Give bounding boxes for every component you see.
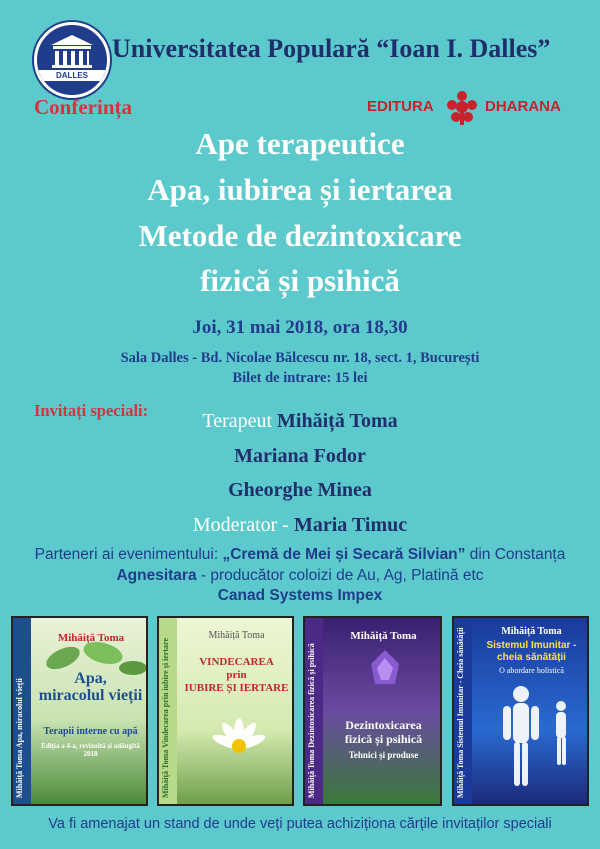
- partner-desc-2: - producător coloizi de Au, Ag, Platină etc: [196, 567, 484, 584]
- guest-4: [0, 514, 600, 537]
- guest-3: [0, 479, 600, 502]
- partner-name-2: Agnesitara: [116, 567, 197, 584]
- book-spine-text: Mihăiță Toma Vindecarea prin iubire și iertare: [161, 638, 170, 798]
- book-author: Mihăiță Toma: [350, 630, 417, 642]
- book-note: Ediția a 4-a, revizuită și adăugită 2018: [41, 742, 140, 758]
- guests-label: Invitați speciali:: [34, 401, 149, 420]
- guest-name: Maria Timuc: [293, 514, 408, 536]
- daisy-flower-illustration: [199, 716, 279, 776]
- book-author: Mihăiță Toma: [57, 632, 125, 644]
- book-spine-text: Mihăiță Toma Apa, miracolul vieții: [15, 678, 24, 798]
- book-subtitle: Tehnici și produse: [348, 750, 419, 760]
- book-cover-1: [11, 616, 148, 806]
- partners-line-1: [0, 546, 600, 564]
- book-title: VINDECAREA prin IUBIRE ȘI IERTARE: [184, 656, 289, 694]
- book-author: Mihăiță Toma: [208, 630, 265, 641]
- book-author: Mihăiță Toma: [501, 626, 562, 637]
- guest-1: [0, 410, 600, 433]
- book-subtitle: O abordare holistică: [499, 666, 564, 675]
- partners-line-3: [0, 587, 600, 605]
- book-cover-4: [452, 616, 589, 806]
- book-title: Dezintoxicarea fizică și psihică: [344, 718, 423, 746]
- dharana-emblem-icon: [445, 90, 479, 126]
- guest-name: Gheorghe Minea: [228, 479, 372, 501]
- human-silhouette-illustration: [489, 682, 579, 792]
- title-line-3: Metode de dezintoxicare: [138, 218, 462, 253]
- book-title: Apa, miracolul vieții: [38, 670, 143, 704]
- book-spine: [305, 618, 323, 804]
- guest-role: Moderator -: [192, 514, 294, 536]
- book-cover-3: [303, 616, 442, 806]
- book-spine: [454, 618, 472, 804]
- title-line-1: Ape terapeutice: [195, 126, 405, 161]
- book-spine-text: Mihăiță Toma Sistemul Imunitar - Cheia sănătății: [456, 627, 465, 798]
- book-cover-2: [157, 616, 294, 806]
- title-line-4: fizică și psihică: [200, 263, 400, 298]
- university-name: Universitatea Populară “Ioan I. Dalles”: [112, 34, 551, 63]
- book-spine-text: Mihăiță Toma Dezintoxicarea fizică și psihică: [307, 643, 316, 798]
- guest-name: Mariana Fodor: [234, 445, 366, 467]
- publisher-label-left: EDITURA: [367, 98, 434, 115]
- guest-name: Mihăiță Toma: [277, 410, 398, 432]
- university-logo: [34, 22, 110, 98]
- guest-2: [0, 445, 600, 468]
- book-subtitle: Terapii interne cu apă: [43, 726, 138, 737]
- guest-role: Terapeut: [202, 410, 278, 432]
- event-date: Joi, 31 mai 2018, ora 18,30: [192, 317, 408, 338]
- title-line-2: Apa, iubirea și iertarea: [147, 172, 453, 207]
- event-venue: Sala Dalles - Bd. Nicolae Bălcescu nr. 18, sect. 1, București: [120, 350, 480, 366]
- logo-label: DALLES: [37, 70, 107, 81]
- ticket-price: Bilet de intrare: 15 lei: [232, 370, 368, 386]
- book-title: Sistemul Imunitar - cheia sănătății: [486, 640, 577, 663]
- conference-label: Conferința: [34, 95, 132, 119]
- partner-name-3: Canad Systems Impex: [217, 587, 383, 604]
- book-spine: [159, 618, 177, 804]
- partners-line-2: [0, 567, 600, 585]
- footer-note: Va fi amenajat un stand de unde veți putea achiziționa cărțile invitaților speciali: [48, 816, 552, 832]
- book-spine: [13, 618, 31, 804]
- building-columns-icon: [37, 25, 107, 95]
- bellflower-illustration: [355, 644, 415, 694]
- publisher-label-right: DHARANA: [485, 98, 561, 115]
- publisher-logo: [367, 90, 563, 126]
- partner-location-1: din Constanța: [465, 546, 566, 563]
- partners-prefix: Parteneri ai evenimentului:: [34, 546, 223, 563]
- partner-name-1: „Cremă de Mei și Secară Silvian”: [222, 546, 466, 563]
